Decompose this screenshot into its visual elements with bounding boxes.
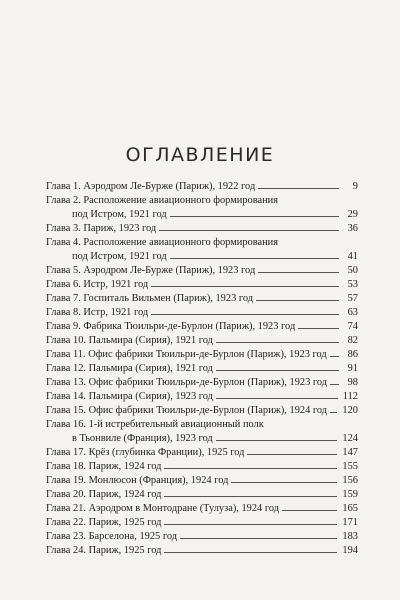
toc-entry [46, 432, 358, 446]
toc-page-number: 120 [342, 405, 358, 416]
toc-page-number: 159 [342, 489, 358, 500]
toc-entry [46, 264, 358, 278]
toc-entry [46, 180, 358, 194]
toc-entry [46, 222, 358, 236]
toc-page-number: 156 [342, 475, 358, 486]
toc-leader-line [151, 314, 339, 315]
toc-entry [46, 376, 358, 390]
toc-entry [46, 418, 358, 432]
toc-leader-line [247, 454, 337, 455]
toc-entry-title: Глава 10. Пальмира (Сирия), 1921 год [46, 335, 213, 346]
toc-page-number: 183 [342, 531, 358, 542]
toc-leader-line [151, 286, 339, 287]
toc-entry-title: Глава 8. Истр, 1921 год [46, 307, 149, 318]
toc-leader-line [216, 440, 338, 441]
toc-leader-line [258, 188, 339, 189]
toc-entry-title: Глава 3. Париж, 1923 год [46, 223, 157, 234]
toc-leader-line [298, 328, 339, 329]
toc-page-number: 57 [347, 293, 358, 304]
toc-entry-title: Глава 11. Офис фабрики Тюильри-де-Бурлон (Париж), 1923 год [46, 349, 327, 360]
toc-leader-line [216, 342, 339, 343]
toc-leader-line [330, 412, 337, 413]
toc-leader-line [258, 272, 339, 273]
toc-leader-line [164, 468, 337, 469]
toc-page-number: 98 [347, 377, 358, 388]
toc-page-number: 53 [347, 279, 358, 290]
toc-leader-line [330, 356, 339, 357]
toc-entry [46, 362, 358, 376]
toc-entry-title: Глава 24. Париж, 1925 год [46, 545, 162, 556]
toc-leader-line [256, 300, 339, 301]
toc-entry-title: Глава 20. Париж, 1924 год [46, 489, 162, 500]
toc-entry-title: под Истром, 1921 год [72, 251, 167, 262]
toc-entry-title: Глава 2. Расположение авиационного формирования [46, 195, 279, 206]
toc-leader-line [330, 384, 339, 385]
toc-leader-line [180, 538, 337, 539]
toc-page-number: 194 [342, 545, 358, 556]
toc-entry [46, 474, 358, 488]
toc-page-number: 36 [347, 223, 358, 234]
toc-entry-title: Глава 23. Барселона, 1925 год [46, 531, 178, 542]
toc-leader-line [164, 496, 337, 497]
toc-leader-line [282, 510, 337, 511]
toc-entry-title: Глава 17. Крёз (глубинка Франции), 1925 год [46, 447, 245, 458]
toc-entry-title: Глава 4. Расположение авиационного формирования [46, 237, 279, 248]
toc-entry-title: Глава 14. Пальмира (Сирия), 1923 год [46, 391, 213, 402]
toc-entry [46, 194, 358, 208]
toc-entry [46, 446, 358, 460]
toc-page-number: 155 [342, 461, 358, 472]
toc-entry [46, 348, 358, 362]
toc-entry [46, 208, 358, 222]
toc-entry [46, 530, 358, 544]
toc-leader-line [159, 230, 339, 231]
toc-page-number: 9 [352, 181, 358, 192]
toc-entry [46, 460, 358, 474]
toc-entry [46, 278, 358, 292]
toc-entry [46, 502, 358, 516]
toc-entry [46, 250, 358, 264]
toc-entry-title: Глава 7. Госпиталь Вильмен (Париж), 1923 год [46, 293, 254, 304]
toc-entry-title: Глава 21. Аэродром в Монтодране (Тулуза), 1924 год [46, 503, 280, 514]
toc-page-number: 50 [347, 265, 358, 276]
toc-page-number: 171 [342, 517, 358, 528]
toc-entry-title: Глава 5. Аэродром Ле-Бурже (Париж), 1923 год [46, 265, 256, 276]
toc-entry [46, 390, 358, 404]
toc-page-number: 147 [342, 447, 358, 458]
toc-page-number: 41 [347, 251, 358, 262]
toc-leader-line [216, 370, 339, 371]
toc-page-number: 63 [347, 307, 358, 318]
toc-entry [46, 544, 358, 558]
page-title: ОГЛАВЛЕНИЕ [125, 144, 275, 166]
toc-entry-title: Глава 1. Аэродром Ле-Бурже (Париж), 1922 год [46, 181, 256, 192]
table-of-contents [46, 180, 358, 558]
toc-entry-title: Глава 18. Париж, 1924 год [46, 461, 162, 472]
toc-leader-line [216, 398, 338, 399]
toc-leader-line [231, 482, 337, 483]
toc-page-number: 82 [347, 335, 358, 346]
toc-page-number: 86 [347, 349, 358, 360]
toc-entry-title: Глава 9. Фабрика Тюильри-де-Бурлон (Париж), 1923 год [46, 321, 296, 332]
toc-entry [46, 320, 358, 334]
toc-entry [46, 236, 358, 250]
toc-entry [46, 404, 358, 418]
toc-entry-title: Глава 15. Офис фабрики Тюильри-де-Бурлон (Париж), 1924 год [46, 405, 328, 416]
toc-entry-title: Глава 22. Париж, 1925 год [46, 517, 162, 528]
toc-leader-line [170, 216, 339, 217]
toc-entry [46, 488, 358, 502]
toc-page-number: 124 [342, 433, 358, 444]
toc-leader-line [164, 552, 337, 553]
toc-page-number: 165 [342, 503, 358, 514]
toc-page-number: 112 [342, 391, 358, 402]
toc-entry [46, 516, 358, 530]
toc-entry [46, 334, 358, 348]
toc-entry-title: Глава 16. 1-й истребительный авиационный полк [46, 419, 264, 430]
toc-entry-title: в Тьонвиле (Франция), 1923 год [72, 433, 213, 444]
toc-entry-title: Глава 6. Истр, 1921 год [46, 279, 149, 290]
toc-page-number: 74 [347, 321, 358, 332]
toc-entry [46, 306, 358, 320]
toc-entry [46, 292, 358, 306]
toc-entry-title: Глава 12. Пальмира (Сирия), 1921 год [46, 363, 213, 374]
toc-leader-line [164, 524, 337, 525]
toc-page-number: 29 [347, 209, 358, 220]
toc-page-number: 91 [347, 363, 358, 374]
toc-entry-title: под Истром, 1921 год [72, 209, 167, 220]
toc-entry-title: Глава 19. Монлюсон (Франция), 1924 год [46, 475, 229, 486]
toc-leader-line [170, 258, 339, 259]
toc-entry-title: Глава 13. Офис фабрики Тюильри-де-Бурлон (Париж), 1923 год [46, 377, 328, 388]
